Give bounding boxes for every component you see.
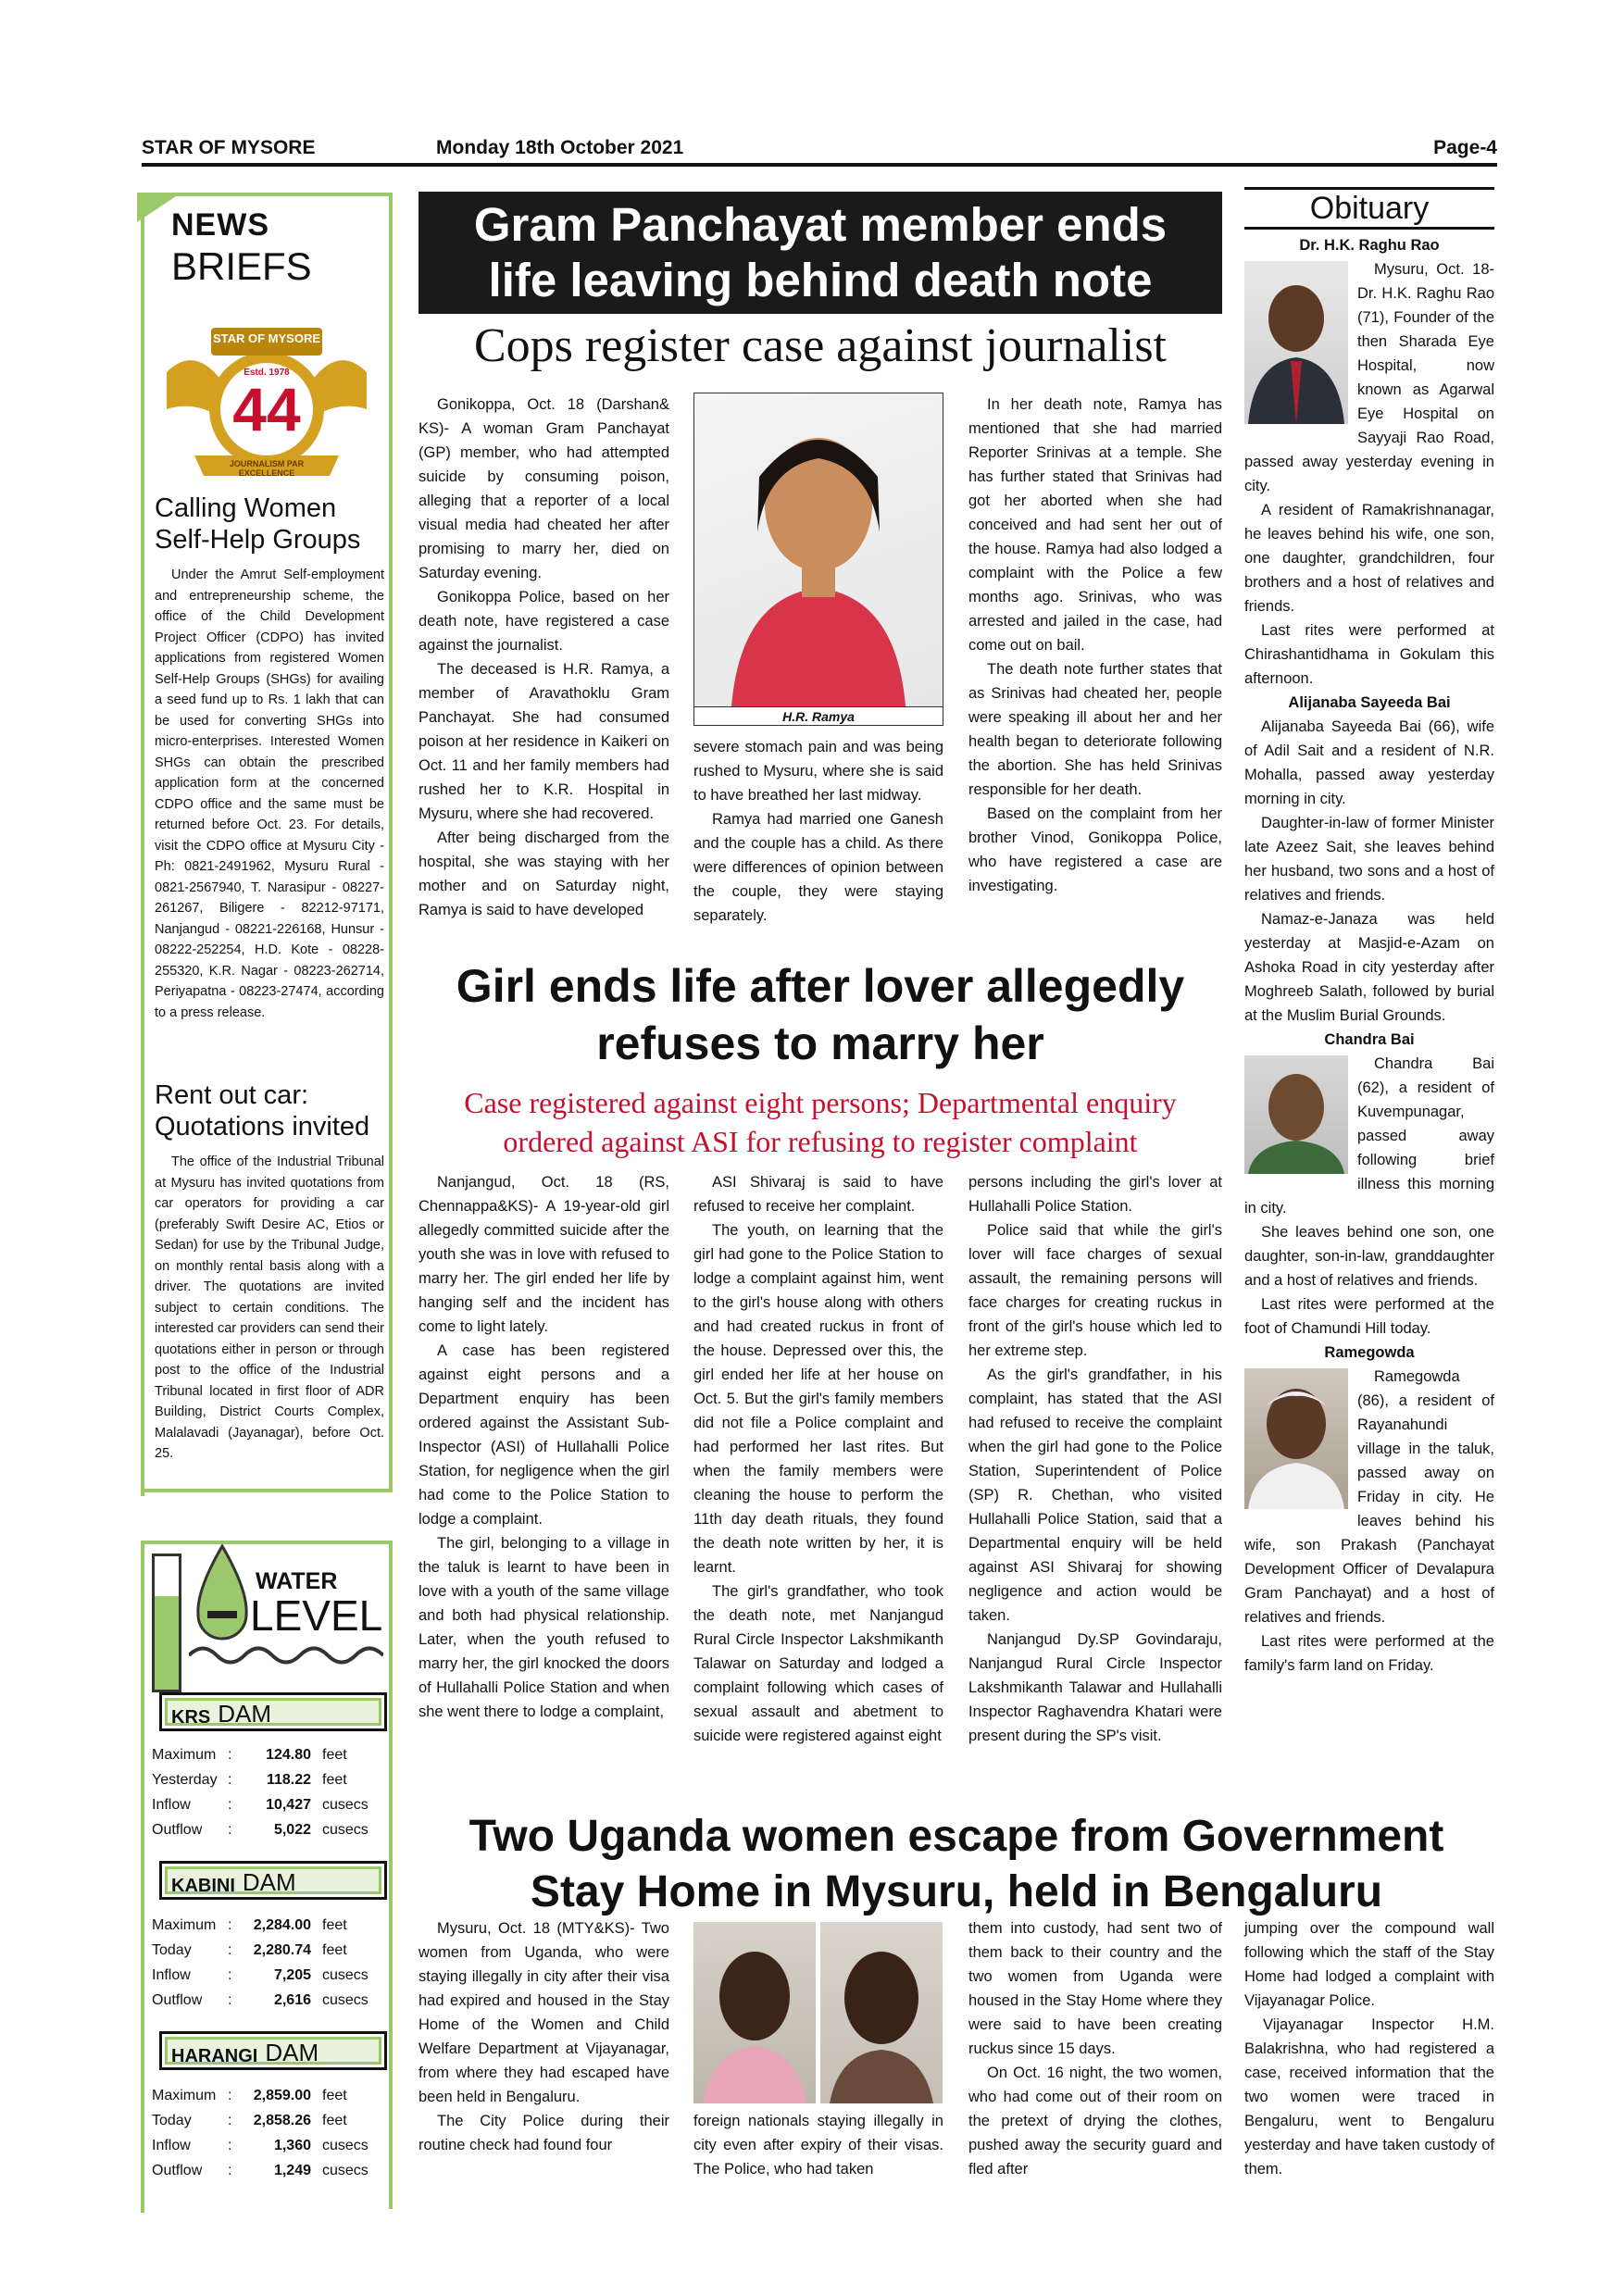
dam-row (152, 1767, 369, 1792)
dam-row (152, 1913, 369, 1938)
dam-cell: Today (152, 2113, 192, 2128)
story2-col3 (968, 1170, 1222, 1748)
dam-row (152, 2158, 369, 2183)
paper-name: STAR OF MYSORE (142, 137, 316, 158)
brief1-body: Under the Amrut Self-employment and entrepreneurship scheme, the office of the Child Development Project Officer (CDPO) has invited applications from registered Women Self-Help Groups (SHGs) for availing a seed fund up to Rs. 1 lakh that can be used for converting SHGs into micro-enterprises. Interested Women SHGs can obtain the prescribed application form at the concerned CDPO office and the same must be returned before Oct. 23. For details, visit the CDPO office at Mysuru City - Ph: 0821-2491962, Mysuru Rural - 0821-2567940, T. Narasipur - 08227-261267, Biligere - 82212-97171, Nanjangud - 08221-226168, Hunsur - 08222-252254, H.D. Kote - 08228-255320, K.R. Nagar - 08223-262714, Periyapatna - 08223-27474, according to a press release. (155, 568, 384, 1020)
paragraph: Nanjangud, Oct. 18 (RS, Chennappa&KS)- A 19-year-old girl allegedly committed suicide after the youth she was in love with refused to marry her. The girl ended her life by hanging self and the incident has come to light lately. (418, 1174, 669, 1335)
dam-cell: Maximum (152, 2088, 217, 2103)
dam-name: DAM (218, 1700, 272, 1728)
story1-headline-box (418, 192, 1222, 314)
paragraph: jumping over the compound wall following which the staff of the Stay Home had lodged a complaint with Vijayanagar Police. (1244, 1920, 1494, 2009)
story3-col3 (968, 1916, 1222, 2181)
briefs-label: BRIEFS (171, 244, 312, 288)
dam-row (152, 1817, 369, 1842)
dam-cell: Inflow (152, 2138, 191, 2153)
paragraph: In her death note, Ramya has mentioned that she had married Reporter Srinivas at a temple. She has further stated that Srinivas had got her aborted when she had conceived and had sent her out of the house. Ramya had also lodged a complaint with the Police a few months ago. Srinivas, who was arrested and jailed in the case, had come out on bail. (968, 396, 1222, 654)
logo-number: 44 (232, 375, 301, 443)
paragraph: them into custody, had sent two of them back to their country and the two women from Uganda were housed in the Stay Home where they were said to have been creating ruckus since 15 days. (968, 1920, 1222, 2057)
wave-icon (189, 1637, 383, 1674)
dam-cell: Today (152, 1942, 192, 1958)
news-label: NEWS (171, 207, 269, 243)
story3-headline (418, 1809, 1494, 1920)
dam-cell: 10,427 (266, 1797, 311, 1813)
paragraph: Vijayanagar Inspector H.M. Balakrishna, who had registered a case, received information that the two women were traced in Bengaluru, went to Bengaluru yesterday and have taken custody of them. (1244, 2016, 1494, 2177)
paragraph: ASI Shivaraj is said to have refused to receive her complaint. (693, 1174, 943, 1215)
page-number: Page-4 (1433, 137, 1497, 158)
story1-col3 (968, 393, 1222, 898)
story3-headline-line1: Two Uganda women escape from Government (468, 1812, 1444, 1861)
water-label: WATER (256, 1568, 338, 1594)
photo-caption: H.R. Ramya (694, 706, 943, 725)
brief2-title: Rent out car: Quotations invited (155, 1080, 370, 1142)
chandra-bai-photo (1244, 1055, 1348, 1174)
dam-cell: feet (322, 2088, 347, 2103)
paragraph: Ramya had married one Ganesh and the couple has a child. As there were differences of opinion between the couple, they were staying separately. (693, 811, 943, 924)
dam-row (152, 1742, 369, 1767)
dam-table-krs (152, 1742, 369, 1842)
obit-name: Ramegowda (1324, 1344, 1415, 1361)
water-drop-icon (194, 1544, 250, 1646)
dam-cell: Outflow (152, 1822, 203, 1838)
obituary-title: Obituary (1309, 191, 1430, 226)
obit-name: Alijanaba Sayeeda Bai (1288, 694, 1451, 711)
dam-kabini (159, 1861, 387, 1900)
logo-estd: Estd. 1978 (244, 368, 290, 378)
paragraph: Nanjangud Dy.SP Govindaraju, Nanjangud Rural Circle Inspector Lakshmikanth Talawar and Hullahalli Inspector Raghavendra Khatari were present during the SP's visit. (968, 1631, 1222, 1744)
uganda-woman-photo-2 (820, 1922, 943, 2103)
dam-cell: : (228, 1822, 232, 1838)
dam-cell: 5,022 (273, 1822, 311, 1838)
dam-row (152, 2133, 369, 2158)
news-briefs-box (141, 193, 393, 1492)
star-of-mysore-logo (157, 317, 376, 493)
paragraph: After being discharged from the hospital, she was staying with her mother and on Saturday night, Ramya is said to have developed (418, 830, 669, 918)
paragraph: The girl's grandfather, who took the death note, met Nanjangud Rural Circle Inspector Lakshmikanth Talawar on Saturday and lodged a complaint following which cases of sexual assault and abetment to suicide were registered against eight (693, 1583, 943, 1744)
dam-cell: Maximum (152, 1747, 217, 1763)
dam-row (152, 1963, 369, 1988)
paragraph: Mysuru, Oct. 18 (MTY&KS)- Two women from Uganda, who were staying illegally in city after their visa had expired and housed in the Stay Home of the Women and Child Welfare Department at Vijayanagar, from where they had escaped have been held in Bengaluru. (418, 1920, 669, 2105)
paragraph: Last rites were performed at the foot of Chamundi Hill today. (1244, 1296, 1494, 1337)
logo-top-text: STAR OF MYSORE (212, 331, 321, 345)
story3-col1 (418, 1916, 669, 2157)
dam-cell: feet (322, 1772, 347, 1788)
story2-col2 (693, 1170, 943, 1748)
obit-raghu-rao (1244, 233, 1494, 1678)
paragraph: Ramegowda (86), a resident of Rayanahundi village in the taluk, passed away on Friday in city. He leaves behind his wife, son Prakash (Panchayat Development Officer of Devalapura Gram Panchayat) and a host of relatives and friends. (1244, 1368, 1494, 1626)
logo-ribbon: JOURNALISM PAR EXCELLENCE (229, 459, 305, 478)
story2-headline-line1: Girl ends life after lover allegedly (456, 960, 1185, 1012)
dam-name: DAM (242, 1868, 296, 1896)
paragraph: Police said that while the girl's lover will face charges of sexual assault, the remaining persons will face charges for creating ruckus in front of the girl's house which led to her extreme step. (968, 1222, 1222, 1359)
dam-cell: cusecs (322, 2163, 369, 2178)
dam-cell: Maximum (152, 1917, 217, 1933)
dam-cell: cusecs (322, 1797, 369, 1813)
story1-headline-line1: Gram Panchayat member ends (473, 198, 1168, 251)
obit-name: Chandra Bai (1324, 1031, 1415, 1048)
dam-abbr: HARANGI (171, 2046, 258, 2066)
dam-cell: : (228, 1797, 232, 1813)
paragraph: A resident of Ramakrishnanagar, he leaves behind his wife, one son, one daughter, grandchildren, four brothers and a host of relatives and friends. (1244, 502, 1494, 615)
paragraph: severe stomach pain and was being rushed to Mysuru, where she is said to have breathed her last midway. (693, 739, 943, 804)
dam-cell: cusecs (322, 2138, 369, 2153)
dam-cell: : (228, 2138, 232, 2153)
dam-row (152, 1938, 369, 1963)
paragraph: persons including the girl's lover at Hullahalli Police Station. (968, 1174, 1222, 1215)
story2-subhead (418, 1083, 1222, 1161)
dam-cell: : (228, 1942, 232, 1958)
paragraph: The girl, belonging to a village in the taluk is learnt to have been in love with a youth of the same village and both had physical relationship. Later, when the youth refused to marry her, the girl knocked the doors of Hullahalli Police Station and when she went there to lodge a complaint, (418, 1535, 669, 1720)
gauge-icon (152, 1554, 181, 1692)
dam-cell: : (228, 1992, 232, 2008)
paragraph: Mysuru, Oct. 18- Dr. H.K. Raghu Rao (71), Founder of the then Sharada Eye Hospital, now known as Agarwal Eye Hospital on Sayyaji Rao Road, passed away yesterday evening in city. (1244, 261, 1494, 494)
dam-cell: feet (322, 2113, 347, 2128)
paragraph: As the girl's grandfather, in his complaint, has stated that the ASI had refused to receive the complaint when the girl had gone to the Police Station, Superintendent of Police (SP) R. Chethan, who visited Hullahalli Police Station, said that a Departmental enquiry will be held against ASI Shivaraj for showing negligence and action would be taken. (968, 1366, 1222, 1624)
brief1-title: Calling Women Self-Help Groups (155, 493, 361, 555)
dam-name: DAM (265, 2039, 319, 2066)
story1-subhead: Cops register case against journalist (473, 319, 1168, 372)
dam-cell: Yesterday (152, 1772, 218, 1788)
paragraph: Gonikoppa, Oct. 18 (Darshan& KS)- A woman Gram Panchayat (GP) member, who had attempted suicide by consuming poison, alleging that a reporter of a local visual media had cheated her after promising to marry her, died on Saturday evening. (418, 396, 669, 581)
story1-col2 (693, 735, 943, 928)
dam-row (152, 2108, 369, 2133)
dam-cell: cusecs (322, 1822, 369, 1838)
dam-cell: feet (322, 1917, 347, 1933)
dam-row (152, 1988, 369, 2013)
paragraph: Chandra Bai (62), a resident of Kuvempunagar, passed away following brief illness this morning in city. (1244, 1055, 1494, 1217)
dam-cell: feet (322, 1942, 347, 1958)
dam-cell: 124.80 (266, 1747, 311, 1763)
raghu-rao-photo (1244, 261, 1348, 424)
water-level-box (141, 1541, 393, 2209)
story2-headline (418, 957, 1222, 1072)
obit-name: Dr. H.K. Raghu Rao (1299, 237, 1440, 254)
dam-cell: 1,249 (273, 2163, 311, 2178)
paragraph: Last rites were performed at Chirashantidhama in Gokulam this afternoon. (1244, 622, 1494, 687)
story3-col4 (1244, 1916, 1494, 2181)
paragraph: The City Police during their routine check had found four (418, 2113, 669, 2153)
dam-cell: : (228, 2113, 232, 2128)
paragraph: Daughter-in-law of former Minister late Azeez Sait, she leaves behind her husband, two sons and a host of relatives and friends. (1244, 815, 1494, 904)
paragraph: The death note further states that as Srinivas had cheated her, people were speaking ill about her and her health began to deteriorate following the abortion. She has held Srinivas responsible for her death. (968, 661, 1222, 798)
ramegowda-photo (1244, 1368, 1348, 1509)
dam-cell: cusecs (322, 1992, 369, 2008)
paragraph: The youth, on learning that the girl had gone to the Police Station to lodge a complaint against him, went to the girl's house along with others and had created ruckus in front of the house. Depressed over this, the girl ended her life at her house on Oct. 5. But the girl's family members did not file a Police complaint and had performed her last rites. But when the family members were cleaning the house to perform the 11th day death rituals, they found the death note written by her, it is learnt. (693, 1222, 943, 1576)
story1-headline-line2: life leaving behind death note (488, 254, 1153, 306)
dam-cell: : (228, 2163, 232, 2178)
story2-headline-line2: refuses to marry her (596, 1017, 1044, 1069)
dam-cell: : (228, 2088, 232, 2103)
dam-cell: cusecs (322, 1967, 369, 1983)
dam-cell: 2,858.26 (253, 2113, 311, 2128)
paragraph: On Oct. 16 night, the two women, who had come out of their room on the pretext of drying the clothes, pushed away the security guard and fled after (968, 2065, 1222, 2177)
story3-headline-line2: Stay Home in Mysuru, held in Bengaluru (530, 1867, 1383, 1916)
issue-date: Monday 18th October 2021 (436, 137, 684, 158)
brief2-body: The office of the Industrial Tribunal at Mysuru has invited quotations from car operators for providing a car (preferably Swift Desire AC, Etios or Sedan) for use by the Tribunal Judge, on monthly rental basis along with a driver. The quotations are invited subject to certain conditions. The interested car providers can send their quotations either in person or through post to the office of the Industrial Tribunal located in first floor of ADR Building, District Courts Complex, Malalavadi (Jayanagar), before Oct. 25. (155, 1154, 384, 1461)
dam-krs (159, 1692, 387, 1731)
ramya-photo (693, 393, 943, 726)
paragraph: The deceased is H.R. Ramya, a member of Aravathoklu Gram Panchayat. She had consumed poison at her residence in Kaikeri on Oct. 11 and her family members had rushed her to K.R. Hospital in Mysuru, where she had recovered. (418, 661, 669, 822)
dam-cell: 1,360 (273, 2138, 311, 2153)
story2-subhead-line2: ordered against ASI for refusing to register complaint (503, 1125, 1138, 1158)
story2-col1 (418, 1170, 669, 1724)
dam-row (152, 2083, 369, 2108)
dam-cell: 118.22 (266, 1772, 311, 1788)
dam-cell: : (228, 1917, 232, 1933)
dam-cell: Inflow (152, 1967, 191, 1983)
dam-cell: 7,205 (273, 1967, 311, 1983)
dam-abbr: KRS (171, 1707, 211, 1728)
dam-cell: Outflow (152, 2163, 203, 2178)
dam-table-kabini (152, 1913, 369, 2013)
dam-abbr: KABINI (171, 1876, 235, 1896)
story2-subhead-line1: Case registered against eight persons; Departmental enquiry (464, 1086, 1177, 1119)
dam-cell: Outflow (152, 1992, 203, 2008)
dam-cell: : (228, 1967, 232, 1983)
dam-row (152, 1792, 369, 1817)
story3-col2 (693, 2109, 943, 2181)
dam-cell: 2,280.74 (253, 1942, 311, 1958)
paragraph: Last rites were performed at the family's farm land on Friday. (1244, 1633, 1494, 1674)
page-header (142, 137, 1497, 167)
uganda-woman-photo-1 (693, 1922, 816, 2103)
story1-col1 (418, 393, 669, 922)
dam-harangi (159, 2031, 387, 2070)
paragraph: A case has been registered against eight persons and a Department enquiry has been ordered against the Assistant Sub-Inspector (ASI) of Hullahalli Police Station, for negligence when the girl had come to the Police Station to lodge a complaint. (418, 1342, 669, 1528)
dam-cell: 2,859.00 (253, 2088, 311, 2103)
paragraph: Namaz-e-Janaza was held yesterday at Masjid-e-Azam on Ashoka Road in city yesterday after Moghreeb Salath, followed by burial at the Muslim Burial Grounds. (1244, 911, 1494, 1024)
dam-table-harangi (152, 2083, 369, 2183)
dam-cell: : (228, 1747, 232, 1763)
dam-cell: Inflow (152, 1797, 191, 1813)
level-label: LEVEL (250, 1591, 383, 1640)
dam-cell: feet (322, 1747, 347, 1763)
paragraph: Based on the complaint from her brother Vinod, Gonikoppa Police, who have registered a case are investigating. (968, 805, 1222, 894)
dam-cell: 2,616 (273, 1992, 311, 2008)
dam-cell: : (228, 1772, 232, 1788)
obituary-header (1244, 187, 1494, 230)
paragraph: foreign nationals staying illegally in city even after expiry of their visas. The Police, who had taken (693, 2113, 943, 2177)
paragraph: Gonikoppa Police, based on her death note, have registered a case against the journalist. (418, 589, 669, 654)
paragraph: Alijanaba Sayeeda Bai (66), wife of Adil Sait and a resident of N.R. Mohalla, passed away yesterday morning in city. (1244, 718, 1494, 807)
dam-cell: 2,284.00 (253, 1917, 311, 1933)
paragraph: She leaves behind one son, one daughter, son-in-law, granddaughter and a host of relatives and friends. (1244, 1224, 1494, 1289)
